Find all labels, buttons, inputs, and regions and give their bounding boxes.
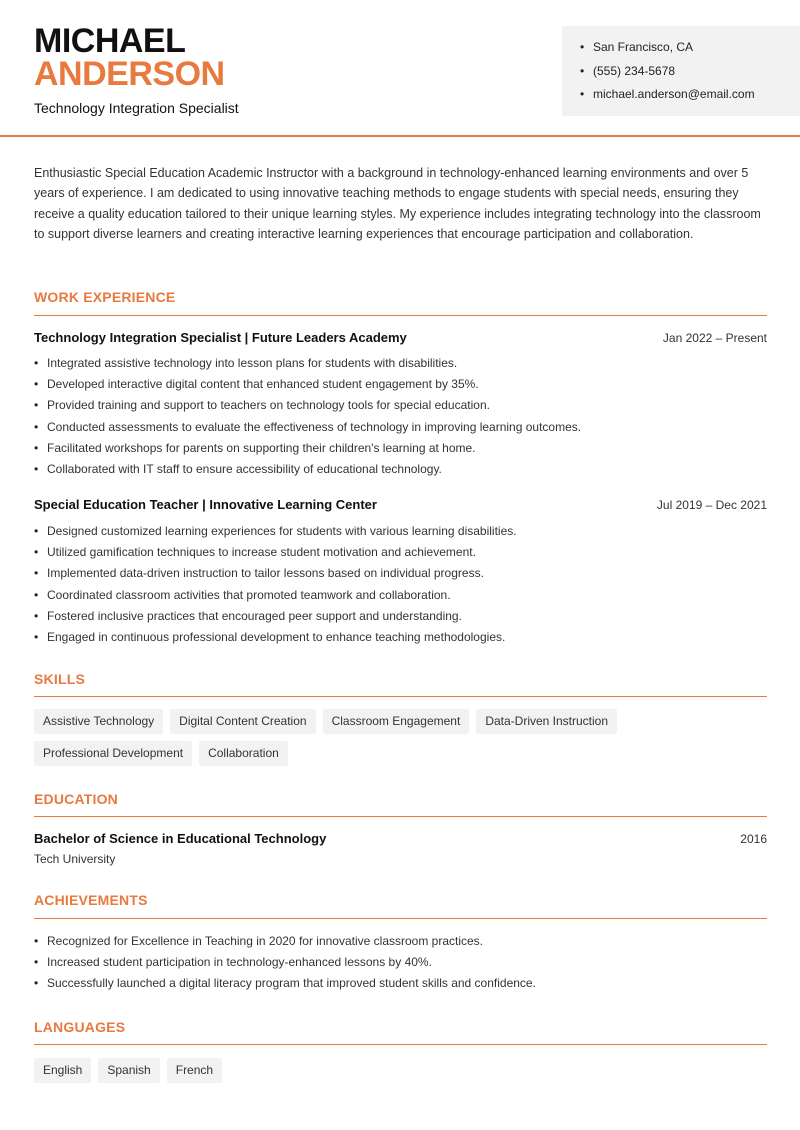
summary-paragraph: Enthusiastic Special Education Academic Instructor with a background in technology-enhanced learning environments and over 5 years of experience. I am dedicated to using innovative teaching methods to engage students with special needs, ensuring they receive a quality education tailored to their unique learning styles. My experience includes integrating technology into the classroom to support diverse learners and creating interactive learning experiences that encourage participation and collaboration. — [34, 166, 761, 242]
contact-phone-text: (555) 234-5678 — [593, 63, 676, 78]
contact-box — [562, 26, 800, 116]
language-tag: Spanish — [98, 1058, 159, 1083]
section-divider — [34, 315, 767, 316]
language-tag: English — [34, 1058, 91, 1083]
education-heading: EDUCATION — [34, 791, 118, 807]
list-item: • Integrated assistive technology into lesson plans for students with disabilities. — [34, 356, 458, 370]
job-entry-1-header — [34, 330, 767, 345]
bullet-icon: • — [580, 40, 585, 54]
first-name: MICHAEL — [34, 22, 186, 60]
languages-heading: LANGUAGES — [34, 1019, 126, 1035]
bullet-icon: • — [580, 87, 585, 101]
list-item: • Facilitated workshops for parents on supporting their children's learning at home. — [34, 440, 476, 455]
job-title: Technology Integration Specialist — [34, 100, 239, 116]
education-entry-header — [34, 831, 767, 846]
list-item: • Engaged in continuous professional development to enhance teaching methodologies. — [34, 629, 506, 644]
list-item: • Utilized gamification techniques to increase student motivation and achievement. — [34, 545, 476, 560]
work-experience-heading: WORK EXPERIENCE — [34, 289, 176, 305]
section-divider — [34, 816, 767, 817]
bullet-icon: • — [580, 63, 585, 78]
skill-tag: Assistive Technology — [34, 709, 163, 734]
section-divider — [34, 918, 767, 919]
section-divider — [34, 696, 767, 697]
languages-tags — [34, 1058, 767, 1083]
skill-tag: Data-Driven Instruction — [476, 709, 617, 734]
job-1-title: Technology Integration Specialist | Future Leaders Academy — [34, 330, 407, 345]
skill-tag: Professional Development — [34, 741, 192, 766]
education-school: Tech University — [34, 852, 116, 866]
list-item: • Provided training and support to teachers on technology tools for special education. — [34, 398, 490, 413]
list-item: • Coordinated classroom activities that promoted teamwork and collaboration. — [34, 587, 451, 602]
job-2-bullets — [34, 523, 767, 650]
list-item: • Implemented data-driven instruction to tailor lessons based on individual progress. — [34, 566, 484, 581]
job-entry-2-header — [34, 497, 767, 512]
skill-tag: Classroom Engagement — [323, 709, 470, 734]
education-degree: Bachelor of Science in Educational Technology — [34, 831, 327, 846]
skills-tags — [34, 709, 767, 766]
list-item: • Recognized for Excellence in Teaching in 2020 for innovative classroom practices. — [34, 934, 484, 948]
contact-phone — [580, 63, 800, 87]
job-2-dates: Jul 2019 – Dec 2021 — [656, 498, 767, 512]
contact-location-text: San Francisco, CA — [593, 40, 694, 54]
contact-location — [580, 39, 800, 63]
skill-tag: Collaboration — [199, 741, 288, 766]
list-item: • Collaborated with IT staff to ensure accessibility of educational technology. — [34, 461, 442, 476]
achievements-list — [34, 933, 767, 997]
list-item: • Developed interactive digital content that enhanced student engagement by 35%. — [34, 377, 479, 392]
contact-email — [580, 86, 800, 110]
list-item: • Successfully launched a digital literacy program that improved student skills and confidence. — [34, 976, 536, 991]
list-item: • Increased student participation in technology-enhanced lessons by 40%. — [34, 955, 432, 970]
language-tag: French — [167, 1058, 222, 1083]
list-item: • Designed customized learning experiences for students with various learning disabilities. — [34, 524, 517, 538]
education-year: 2016 — [740, 832, 767, 846]
last-name: ANDERSON — [34, 55, 225, 93]
list-item: • Fostered inclusive practices that encouraged peer support and understanding. — [34, 608, 462, 623]
section-divider — [34, 1044, 767, 1045]
achievements-heading: ACHIEVEMENTS — [34, 892, 148, 908]
job-1-bullets — [34, 355, 767, 482]
resume-header — [0, 0, 800, 137]
skill-tag: Digital Content Creation — [170, 709, 315, 734]
job-1-dates: Jan 2022 – Present — [662, 331, 767, 345]
contact-email-text: michael.anderson@email.com — [593, 87, 755, 101]
job-2-title: Special Education Teacher | Innovative Learning Center — [34, 497, 377, 512]
skills-heading: SKILLS — [34, 671, 85, 687]
list-item: • Conducted assessments to evaluate the effectiveness of technology in improving learning outcomes. — [34, 419, 582, 434]
